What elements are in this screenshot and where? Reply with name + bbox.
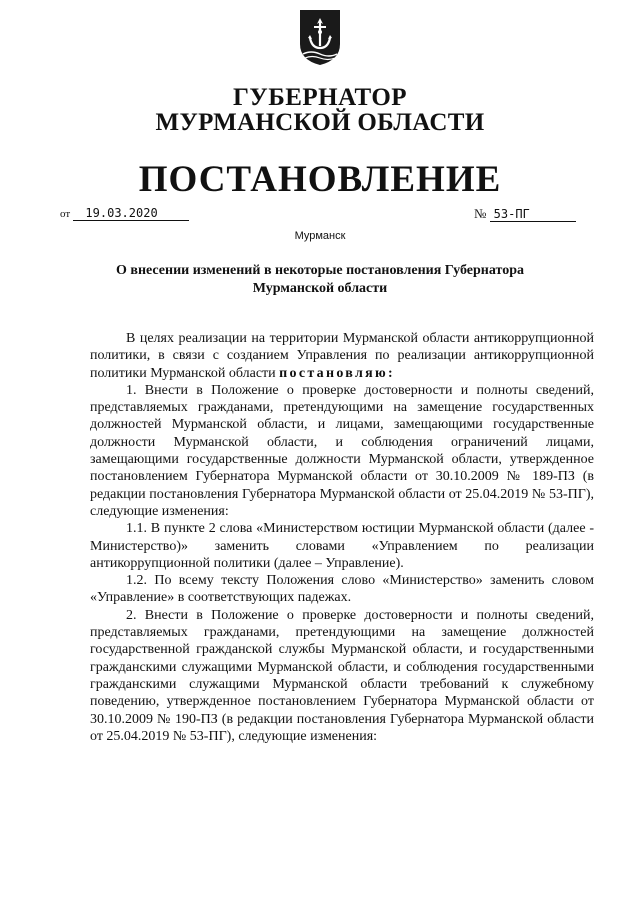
number-value: 53-ПГ — [490, 207, 576, 222]
coat-of-arms-emblem — [297, 8, 343, 66]
document-body — [90, 330, 594, 745]
document-type-title: ПОСТАНОВЛЕНИЕ — [138, 159, 502, 200]
paragraph-1: 1. Внести в Положение о проверке достоверности и полноты сведений, представляемых гражданами, претендующими на замещение государственных должностей Мурманской области, и лицами, замещающими государственные должности Мурманской области, и соблюдения ограничений лицами, замещающими государственные должности Мурманской области, утвержденное постановлением Губернатора Мурманской области от 30.10.2009 № 189-ПЗ (в редакции постановления Губернатора Мурманской области от 25.04.2019 № 53-ПГ), следующие изменения: — [90, 382, 594, 519]
subject-line2: Мурманской области — [252, 281, 388, 296]
date-prefix: от — [60, 208, 71, 220]
paragraph-1-2: 1.2. По всему тексту Положения слово «Министерство» заменить словом «Управление» в соответствующих падежах. — [90, 573, 594, 606]
resolve-word: постановляю: — [279, 365, 395, 381]
preamble-text: В целях реализации на территории Мурманской области антикоррупционной политики, в связи с созданием Управления по реализации антикоррупционной политики Мурманской области — [90, 331, 594, 381]
paragraph-2: 2. Внести в Положение о проверке достоверности и полноты сведений, представляемых гражданами, претендующими на замещение должностей государственной гражданской службы Мурманской области, и государственными гражданскими служащими Мурманской области, и соблюдения государственными гражданскими служащими Мурманской области требований к служебному поведению, утвержденное постановлением Губернатора Мурманской области от 30.10.2009 № 190-ПЗ (в редакции постановления Губернатора Мурманской области от 25.04.2019 № 53-ПГ), следующие изменения: — [90, 607, 594, 744]
number-prefix: № — [474, 206, 487, 221]
paragraph-1-1: 1.1. В пункте 2 слова «Министерством юстиции Мурманской области (далее - Министерство)» заменить словами «Управлением по реализации антикоррупционной политики (далее – Управление). — [90, 521, 594, 571]
authority-title-line2: МУРМАНСКОЙ ОБЛАСТИ — [155, 109, 485, 136]
subject-line1: О внесении изменений в некоторые постановления Губернатора — [116, 263, 524, 278]
document-subject — [100, 262, 540, 298]
preamble-paragraph — [90, 330, 594, 382]
city-name: Мурманск — [294, 230, 346, 242]
document-date — [60, 205, 189, 221]
document-number — [474, 206, 576, 222]
date-value: 19.03.2020 — [73, 206, 189, 221]
authority-title-line1: ГУБЕРНАТОР — [232, 84, 408, 111]
